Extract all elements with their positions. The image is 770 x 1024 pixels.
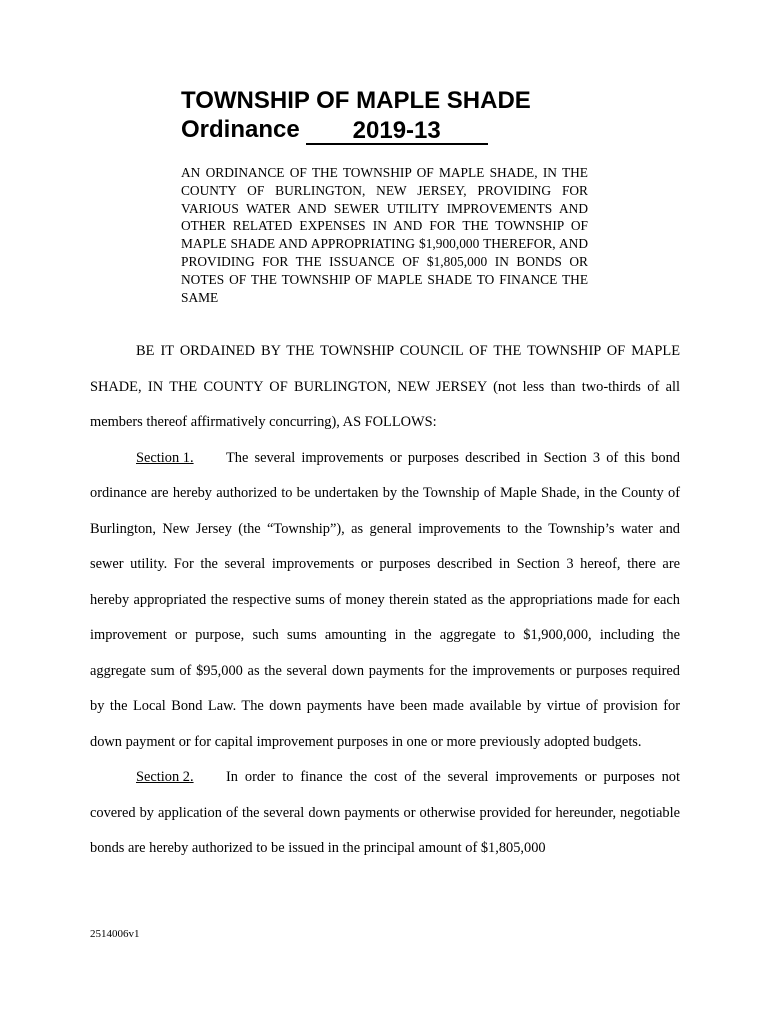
- section-1-paragraph: [90, 441, 680, 761]
- ordinance-abstract: AN ORDINANCE OF THE TOWNSHIP OF MAPLE SHADE, IN THE COUNTY OF BURLINGTON, NEW JERSEY, PROVIDING FOR VARIOUS WATER AND SEWER UTILITY IMPROVEMENTS AND OTHER RELATED EXPENSES IN AND FOR THE TOWNSHIP OF MAPLE SHADE AND APPROPRIATING $1,900,000 THEREFOR, AND PROVIDING FOR THE ISSUANCE OF $1,805,000 IN BONDS OR NOTES OF THE TOWNSHIP OF MAPLE SHADE TO FINANCE THE SAME: [181, 165, 588, 305]
- section-2-text: In order to finance the cost of the several improvements or purposes not covered by application of the several down payments or otherwise provided for hereunder, negotiable bonds are hereby authorized to be issued in the principal amount of $1,805,000: [90, 769, 680, 856]
- document-id-footer: 2514006v1: [90, 928, 140, 940]
- section-1-label-text: Section 1: [136, 449, 190, 466]
- section-1-label: Section 1.: [136, 449, 194, 466]
- document-title: [181, 87, 531, 115]
- section-2-label: Section 2.: [136, 769, 194, 785]
- section-1-text: The several improvements or purposes described in Section 3 of this bond ordinance are hereby authorized to be undertaken by the Township of Maple Shade, in the County of Burlington, New Jersey (the “Township”), as general improvements to the Township’s water and sewer utility. For the several improvements or purposes described in Section 3 hereof, there are hereby appropriated the respective sums of money therein stated as the appropriations made for each improvement or purpose, such sums amounting in the aggregate to $1,900,000, including the aggregate sum of $95,000 as the several down payments for the improvements or purposes required by the Local Bond Law. The down payments have been made available by virtue of provision for down payment or for capital improvement purposes in one or more previously adopted budgets.: [90, 449, 680, 750]
- ordinance-number: 2019-13: [306, 119, 488, 145]
- ordinance-heading: [181, 116, 488, 144]
- section-2-label-text: Section 2: [136, 769, 190, 785]
- preamble-text: BE IT ORDAINED BY THE TOWNSHIP COUNCIL OF THE TOWNSHIP OF MAPLE SHADE, IN THE COUNTY OF BURLINGTON, NEW JERSEY (not less than two-thirds of all members thereof affirmatively concurring), AS FOLLOWS:: [90, 343, 680, 430]
- ordinance-body: [90, 334, 680, 867]
- title-line: TOWNSHIP OF MAPLE SHADE: [181, 87, 531, 114]
- section-2-paragraph: [90, 760, 680, 867]
- ordinance-label: Ordinance: [181, 116, 300, 143]
- preamble-paragraph: [90, 334, 680, 441]
